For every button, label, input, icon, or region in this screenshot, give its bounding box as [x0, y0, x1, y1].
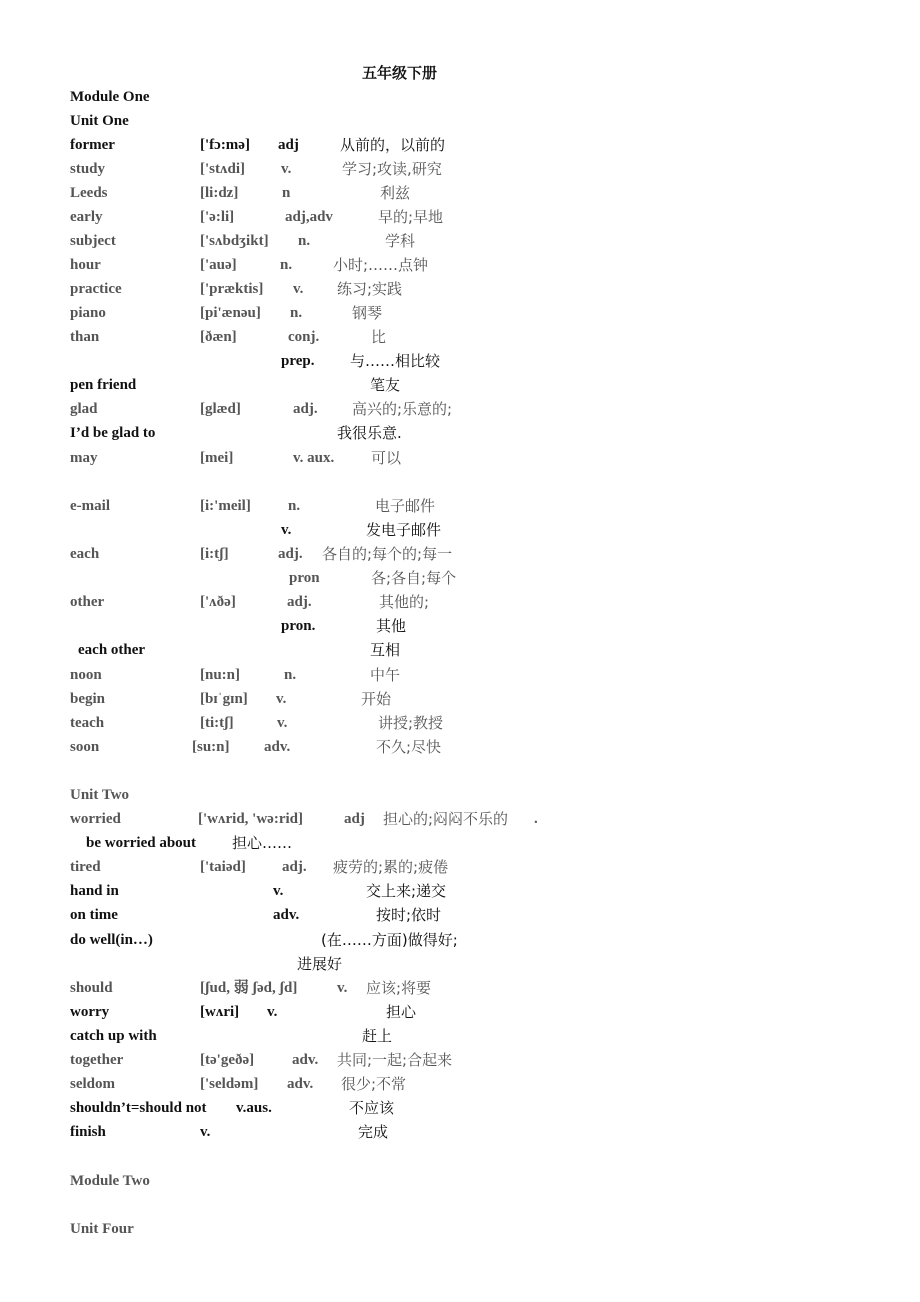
vocab-phonetic: ['seldəm]	[200, 1076, 259, 1092]
vocab-pos: adj	[344, 811, 365, 827]
vocab-meaning: 我很乐意.	[337, 424, 402, 442]
vocab-pos: prep.	[281, 353, 315, 369]
vocab-pos: v.	[200, 1124, 211, 1140]
page-title: 五年级下册	[362, 64, 438, 82]
vocab-pos: v.	[281, 161, 292, 177]
vocab-word: on time	[70, 907, 118, 923]
vocab-pos: n.	[284, 667, 297, 683]
vocab-word: piano	[70, 305, 106, 321]
vocab-word: begin	[70, 691, 106, 707]
vocab-meaning: 不久;尽快	[376, 738, 442, 756]
vocab-meaning: 与……相比较	[350, 352, 441, 370]
vocab-phonetic: ['ə:li]	[200, 209, 235, 225]
vocab-phonetic: ['fɔ:mə]	[200, 137, 250, 153]
vocab-meaning: 互相	[370, 641, 401, 659]
vocab-meaning: 中午	[370, 666, 401, 684]
vocab-meaning: (在……方面)做得好;	[321, 931, 458, 949]
vocab-meaning: 小时;……点钟	[333, 256, 429, 274]
vocab-meaning: 电子邮件	[375, 497, 436, 515]
vocab-meaning: 按时;依时	[376, 906, 442, 924]
vocab-phonetic: [glæd]	[200, 401, 241, 417]
vocab-pos: n.	[290, 305, 303, 321]
vocab-pos: pron	[289, 570, 320, 586]
vocab-phonetic: ['ʌðə]	[200, 594, 236, 610]
vocab-pos: v.	[337, 980, 348, 996]
vocab-word: glad	[70, 401, 98, 417]
module-heading: Module One	[70, 89, 150, 105]
vocab-pos: v.	[281, 522, 292, 538]
vocab-pos: adv.	[287, 1076, 314, 1092]
vocab-meaning: 赶上	[362, 1027, 393, 1045]
vocab-meaning: 其他	[376, 617, 407, 635]
vocab-word: worried	[70, 811, 121, 827]
vocab-pos: pron.	[281, 618, 316, 634]
vocab-meaning: 从前的，以前的	[340, 136, 446, 154]
vocab-word: teach	[70, 715, 105, 731]
vocab-word: I’d be glad to	[70, 425, 156, 441]
vocab-phonetic: [tə'geðə]	[200, 1052, 255, 1068]
vocab-phonetic: [i:tʃ]	[200, 546, 229, 562]
vocab-phonetic: [i:'meil]	[200, 498, 251, 514]
vocab-meaning: 很少;不常	[341, 1075, 407, 1093]
vocab-phonetic: ['sʌbdʒikt]	[200, 233, 269, 249]
vocab-word: hour	[70, 257, 101, 273]
vocab-word: seldom	[70, 1076, 115, 1092]
vocab-phonetic: [nu:n]	[200, 667, 241, 683]
vocab-meaning: 疲劳的;累的;疲倦	[333, 858, 449, 876]
vocab-word: together	[70, 1052, 124, 1068]
vocab-meaning: 利兹	[380, 184, 411, 202]
unit-heading: Unit Four	[70, 1221, 134, 1237]
vocab-word: finish	[70, 1124, 106, 1140]
vocab-pos: adj.	[282, 859, 307, 875]
vocab-word: worry	[70, 1004, 110, 1020]
vocab-phonetic: [ʃud, 弱 ʃəd, ʃd]	[200, 980, 298, 996]
vocab-meaning: 进展好	[297, 955, 343, 973]
vocab-pos: v.	[273, 883, 284, 899]
vocab-meaning: 交上来;递交	[366, 882, 447, 900]
vocab-meaning: 担心	[386, 1003, 417, 1021]
vocab-word: each other	[78, 642, 146, 658]
vocab-meaning: 担心的;闷闷不乐的	[383, 810, 509, 828]
vocab-word: study	[70, 161, 106, 177]
vocab-pos: v. aux.	[293, 450, 335, 466]
vocab-word: former	[70, 137, 115, 153]
vocab-word: early	[70, 209, 103, 225]
vocab-pos: v.	[267, 1004, 278, 1020]
vocab-meaning: 完成	[358, 1123, 389, 1141]
vocab-word: shouldn’t=should not	[70, 1100, 207, 1116]
vocab-word: other	[70, 594, 105, 610]
vocab-meaning: 早的;早地	[378, 208, 444, 226]
vocab-pos: n	[282, 185, 291, 201]
stray-period: .	[534, 811, 538, 827]
vocab-meaning: 其他的;	[379, 593, 430, 611]
unit-heading: Unit One	[70, 113, 129, 129]
vocab-meaning: 开始	[361, 690, 392, 708]
vocab-pos: n.	[288, 498, 301, 514]
vocab-pos: v.	[293, 281, 304, 297]
vocab-word: noon	[70, 667, 102, 683]
vocab-phonetic: [bɪˈgɪn]	[200, 691, 248, 707]
vocab-pos: v.aus.	[236, 1100, 272, 1116]
vocab-word: do well(in…)	[70, 932, 153, 948]
vocab-phonetic: [mei]	[200, 450, 234, 466]
vocab-pos: adv.	[264, 739, 291, 755]
vocab-pos: adj.	[287, 594, 312, 610]
vocab-meaning: 担心……	[232, 834, 293, 852]
vocab-meaning: 发电子邮件	[366, 521, 442, 539]
vocab-pos: adj	[278, 137, 299, 153]
vocab-word: subject	[70, 233, 116, 249]
vocab-word: hand in	[70, 883, 119, 899]
vocab-phonetic: [su:n]	[192, 739, 230, 755]
vocab-word: e-mail	[70, 498, 110, 514]
vocab-pos: adj,adv	[285, 209, 333, 225]
vocab-word: should	[70, 980, 113, 996]
vocab-meaning: 应该;将要	[366, 979, 432, 997]
module-heading: Module Two	[70, 1173, 150, 1189]
vocab-word: catch up with	[70, 1028, 157, 1044]
vocab-word: Leeds	[70, 185, 108, 201]
vocab-meaning: 钢琴	[352, 304, 383, 322]
vocab-meaning: 高兴的;乐意的;	[352, 400, 453, 418]
vocab-phonetic: ['wʌrid, 'wə:rid]	[198, 811, 303, 827]
vocab-word: pen friend	[70, 377, 137, 393]
vocab-pos: conj.	[288, 329, 320, 345]
vocab-meaning: 各;各自;每个	[371, 569, 457, 587]
vocab-meaning: 共同;一起;合起来	[337, 1051, 453, 1069]
vocab-pos: n.	[280, 257, 293, 273]
vocab-phonetic: [ti:tʃ]	[200, 715, 234, 731]
vocab-meaning: 比	[371, 328, 387, 346]
vocab-meaning: 各自的;每个的;每一	[322, 545, 453, 563]
vocab-word: be worried about	[86, 835, 196, 851]
vocab-meaning: 学习;攻读,研究	[342, 160, 442, 178]
vocab-phonetic: [pi'ænəu]	[200, 305, 261, 321]
vocab-phonetic: ['auə]	[200, 257, 237, 273]
vocab-meaning: 可以	[371, 449, 402, 467]
vocab-word: may	[70, 450, 98, 466]
vocab-phonetic: ['præktis]	[200, 281, 264, 297]
vocab-phonetic: [ðæn]	[200, 329, 237, 345]
vocab-meaning: 讲授;教授	[378, 714, 444, 732]
vocab-pos: adv.	[273, 907, 300, 923]
vocab-phonetic: [li:dz]	[200, 185, 239, 201]
vocab-meaning: 笔友	[370, 376, 401, 394]
vocab-pos: adv.	[292, 1052, 319, 1068]
vocab-phonetic: [wʌri]	[200, 1004, 240, 1020]
vocab-pos: v.	[276, 691, 287, 707]
vocab-phonetic: ['stʌdi]	[200, 161, 245, 177]
vocab-pos: n.	[298, 233, 311, 249]
vocab-word: soon	[70, 739, 100, 755]
vocab-word: practice	[70, 281, 122, 297]
vocab-pos: adj.	[278, 546, 303, 562]
vocab-meaning: 学科	[385, 232, 416, 250]
vocab-word: each	[70, 546, 100, 562]
vocab-pos: adj.	[293, 401, 318, 417]
vocab-word: than	[70, 329, 100, 345]
unit-heading: Unit Two	[70, 787, 130, 803]
vocab-meaning: 不应该	[349, 1099, 395, 1117]
vocab-pos: v.	[277, 715, 288, 731]
vocab-word: tired	[70, 859, 101, 875]
vocab-meaning: 练习;实践	[337, 280, 403, 298]
vocab-phonetic: ['taiəd]	[200, 859, 246, 875]
